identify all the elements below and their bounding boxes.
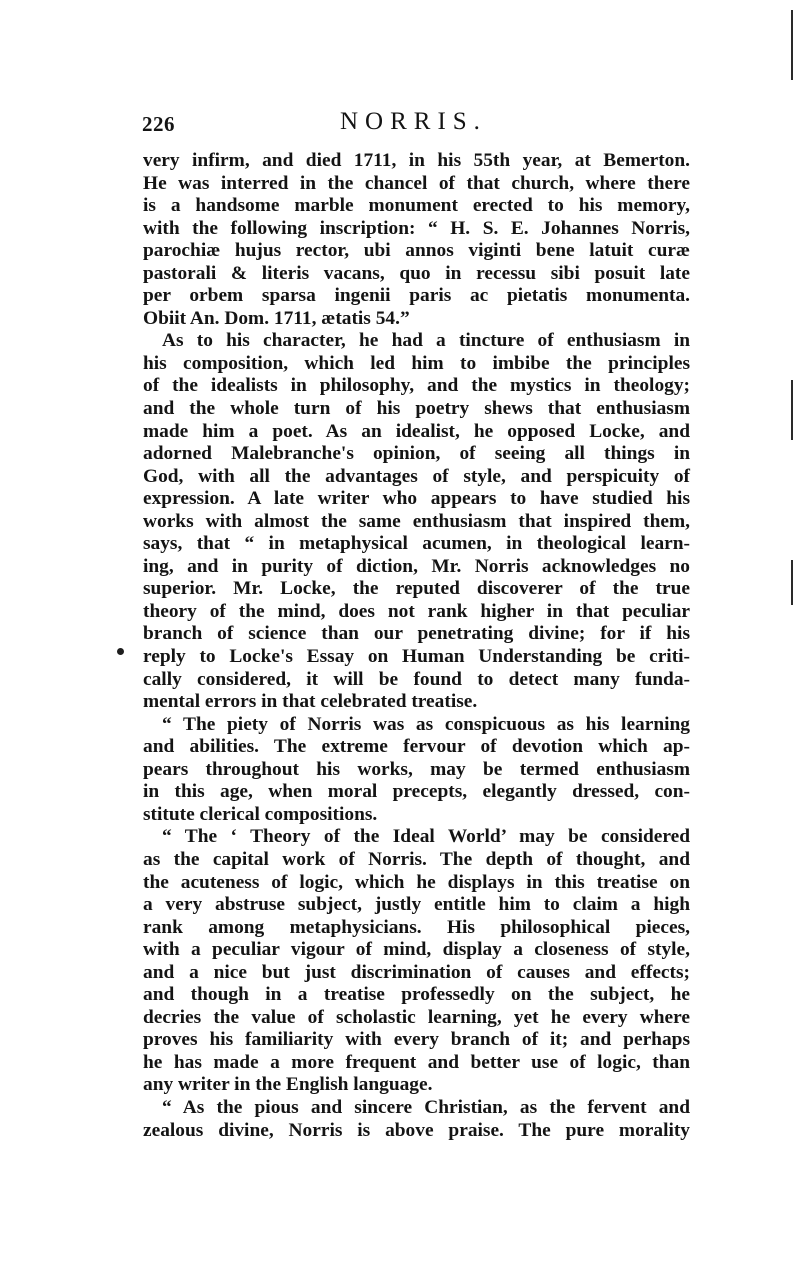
paragraph-start-line: As to his character, he had a tincture of enthusiasm in	[162, 330, 690, 352]
text-line: as the capital work of Norris. The depth of thought, and	[143, 848, 690, 870]
text-line: zealous divine, Norris is above praise. The pure morality	[143, 1119, 690, 1141]
text-line: rank among metaphysicians. His philosophical pieces,	[143, 916, 690, 938]
text-line: pastorali & literis vacans, quo in recessu sibi posuit late	[143, 262, 690, 284]
text-line: pears throughout his works, may be termed enthusiasm	[143, 758, 690, 780]
text-line: adorned Malebranche's opinion, of seeing all things in	[143, 443, 690, 465]
page-number: 226	[142, 112, 175, 136]
running-head: NORRIS.	[340, 108, 487, 135]
text-line: and though in a treatise professedly on the subject, he	[143, 984, 690, 1006]
text-line: says, that “ in metaphysical acumen, in theological learn-	[143, 533, 690, 555]
text-line: parochiæ hujus rector, ubi annos viginti bene latuit curæ	[143, 240, 690, 262]
page-edge-mark	[791, 380, 793, 440]
text-line: and the whole turn of his poetry shews that enthusiasm	[143, 398, 690, 420]
paragraph-start-line: “ The piety of Norris was as conspicuous as his learning	[162, 713, 690, 735]
text-line: very infirm, and died 1711, in his 55th year, at Bemerton.	[143, 150, 690, 171]
paragraph-start-line: “ The ‘ Theory of the Ideal World’ may be considered	[162, 826, 690, 848]
text-line: God, with all the advantages of style, and perspicuity of	[143, 465, 690, 487]
text-line: he has made a more frequent and better use of logic, than	[143, 1051, 690, 1073]
text-line: any writer in the English language.	[143, 1074, 433, 1096]
text-line: his composition, which led him to imbibe the principles	[143, 352, 690, 374]
body-text	[143, 150, 690, 1142]
text-line: expression. A late writer who appears to have studied his	[143, 488, 690, 510]
text-line: superior. Mr. Locke, the reputed discoverer of the true	[143, 578, 690, 600]
text-line: Obiit An. Dom. 1711, ætatis 54.”	[143, 307, 410, 329]
text-line: of the idealists in philosophy, and the mystics in theology;	[143, 375, 690, 397]
text-line: made him a poet. As an idealist, he opposed Locke, and	[143, 420, 690, 442]
text-line: per orbem sparsa ingenii paris ac pietatis monumenta.	[143, 285, 690, 307]
text-line: mental errors in that celebrated treatise.	[143, 691, 478, 713]
text-line: the acuteness of logic, which he displays in this treatise on	[143, 871, 690, 893]
text-line: ing, and in purity of diction, Mr. Norris acknowledges no	[143, 555, 690, 577]
text-line: works with almost the same enthusiasm that inspired them,	[143, 510, 690, 532]
text-line: a very abstruse subject, justly entitle him to claim a high	[143, 894, 690, 916]
margin-ink-spot	[117, 648, 124, 655]
text-line: cally considered, it will be found to detect many funda-	[143, 668, 690, 690]
text-line: reply to Locke's Essay on Human Understanding be criti-	[143, 646, 690, 668]
paragraph-start-line: “ As the pious and sincere Christian, as the fervent and	[162, 1096, 690, 1118]
page-edge-mark	[791, 560, 793, 605]
page-edge-mark	[791, 10, 793, 80]
text-line: branch of science than our penetrating divine; for if his	[143, 623, 690, 645]
text-line: and abilities. The extreme fervour of devotion which ap-	[143, 736, 690, 758]
text-line: stitute clerical compositions.	[143, 803, 378, 825]
text-line: He was interred in the chancel of that church, where there	[143, 172, 690, 194]
page-header	[142, 108, 692, 138]
text-line: decries the value of scholastic learning, yet he every where	[143, 1006, 690, 1028]
text-line: is a handsome marble monument erected to his memory,	[143, 195, 690, 217]
text-line: in this age, when moral precepts, elegantly dressed, con-	[143, 781, 690, 803]
text-line: theory of the mind, does not rank higher in that peculiar	[143, 600, 690, 622]
text-line: proves his familiarity with every branch of it; and perhaps	[143, 1029, 690, 1051]
text-line: and a nice but just discrimination of causes and effects;	[143, 961, 690, 983]
text-line: with a peculiar vigour of mind, display a closeness of style,	[143, 939, 690, 961]
text-line: with the following inscription: “ H. S. E. Johannes Norris,	[143, 217, 690, 239]
